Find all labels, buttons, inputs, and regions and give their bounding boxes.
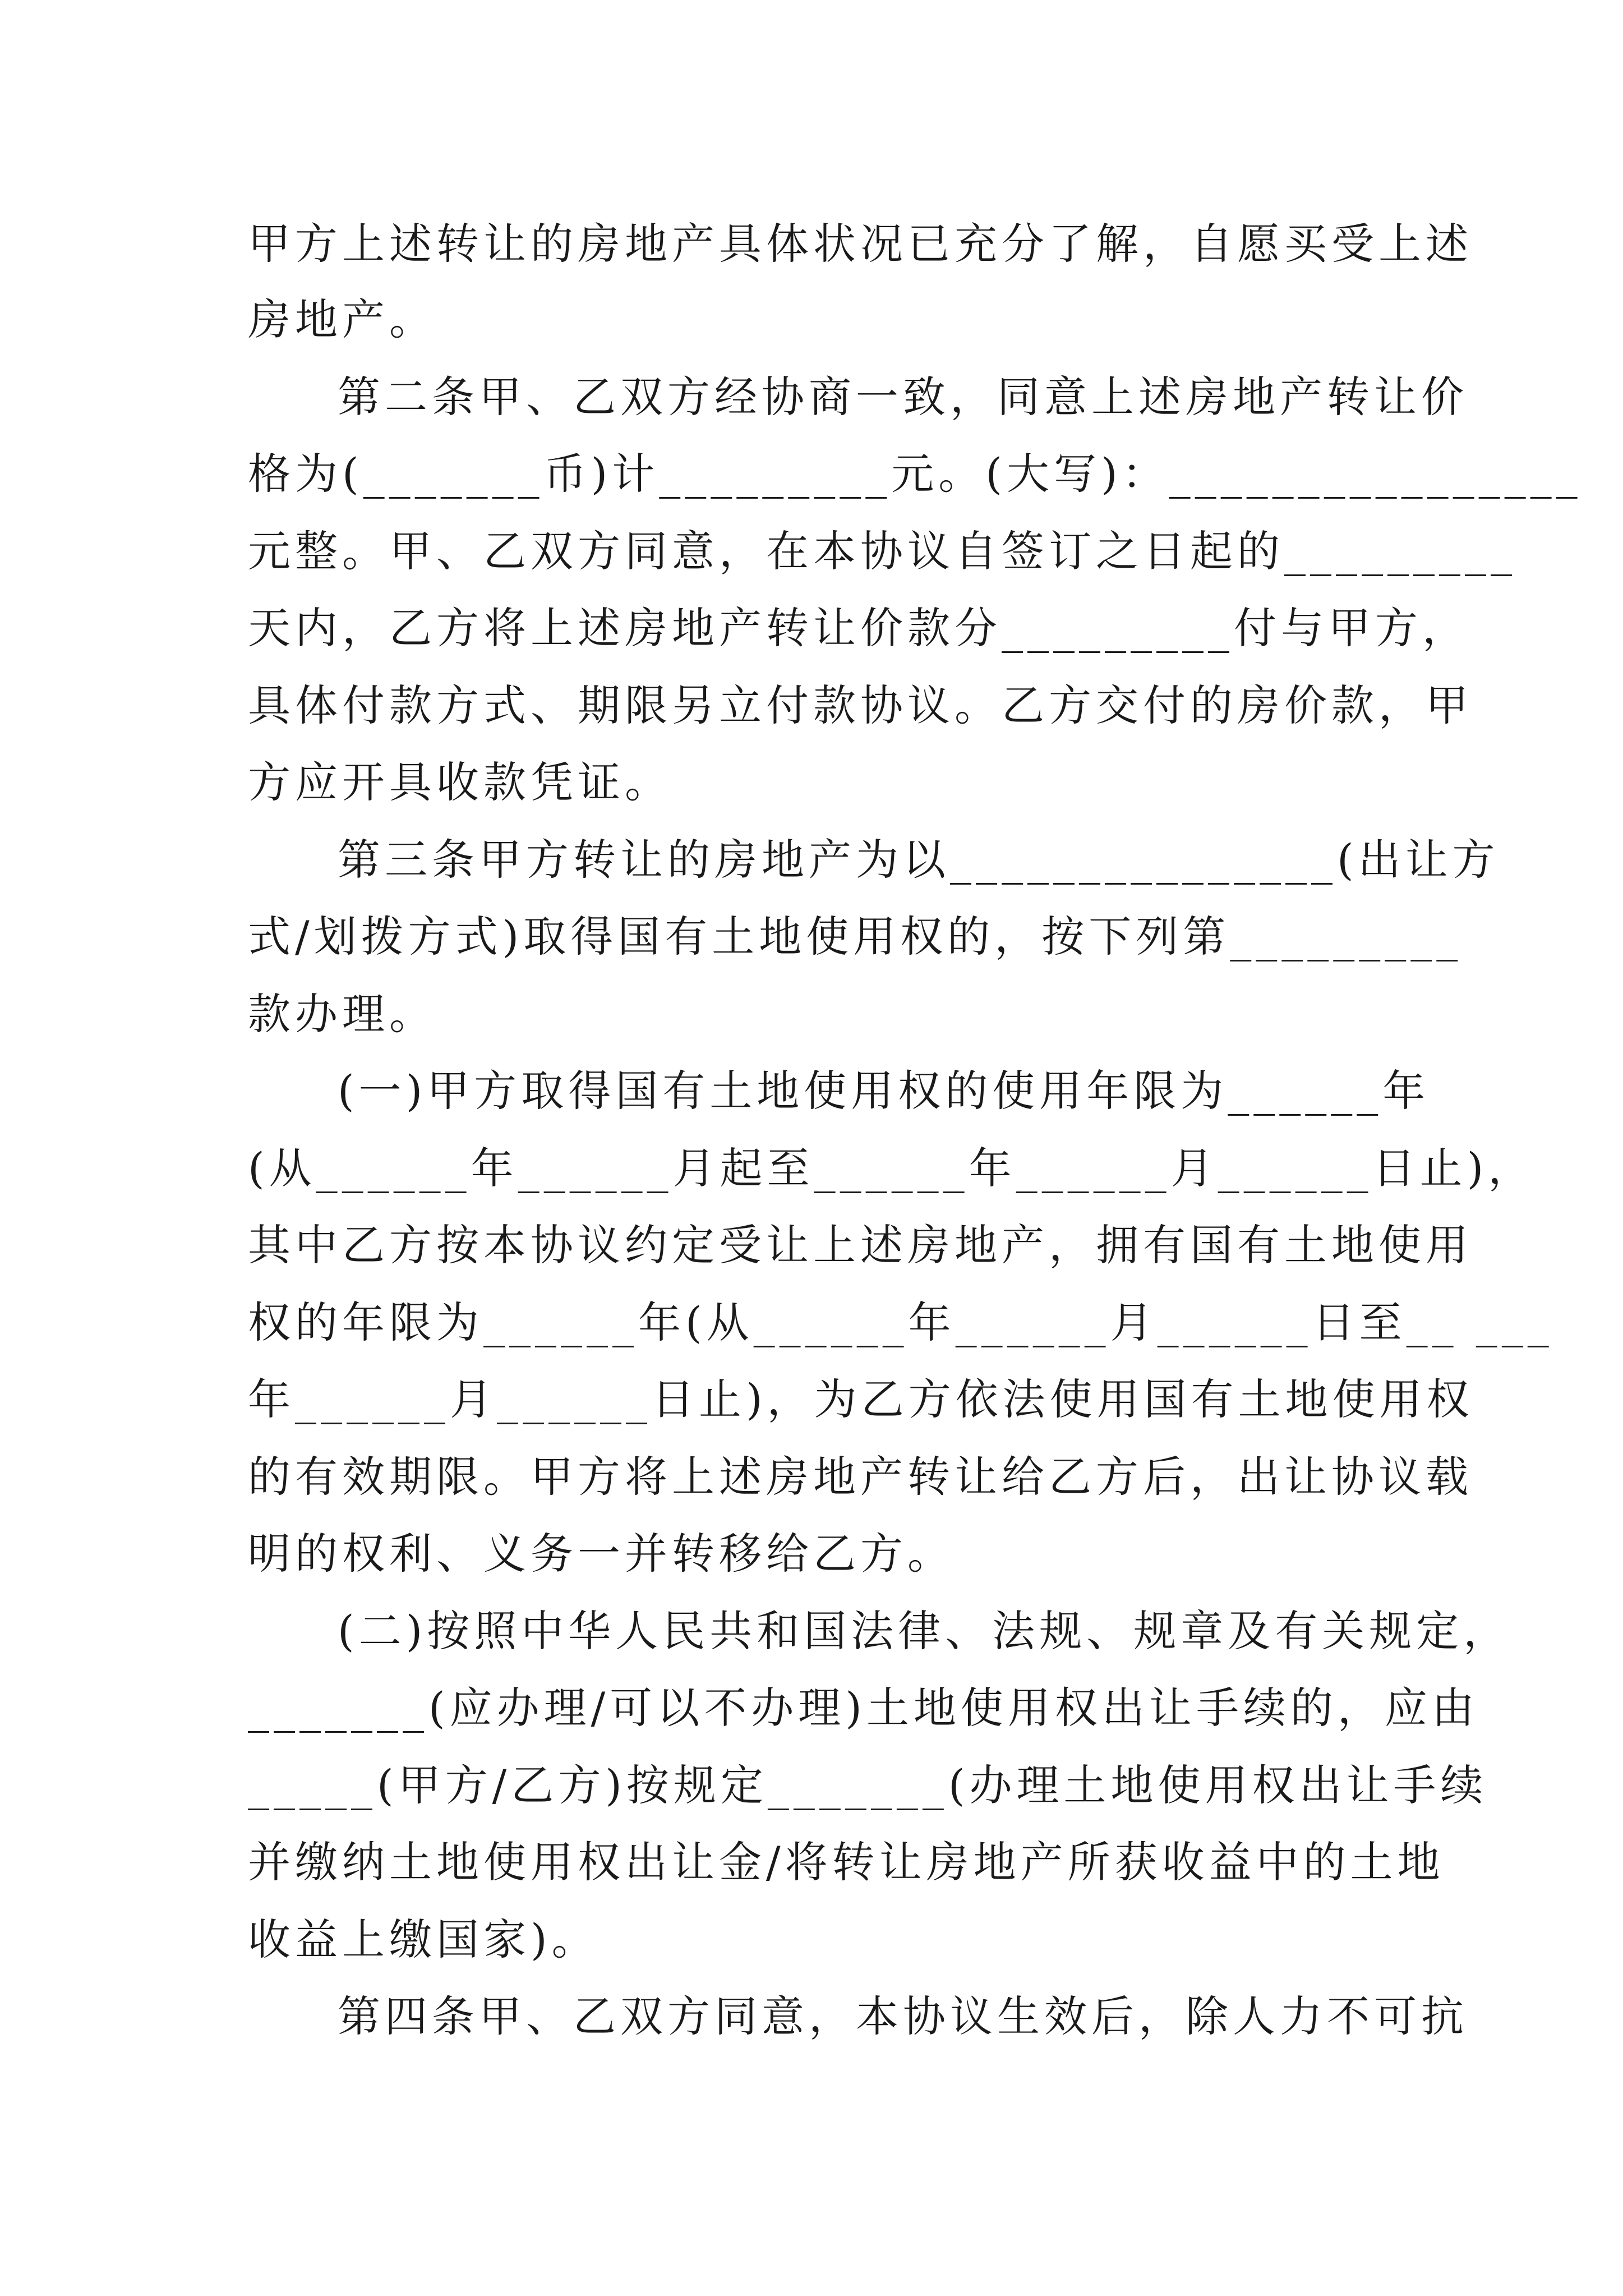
article-3-heading-line: 第三条甲方转让的房地产为以_______________(出让方 — [338, 835, 1500, 885]
text-line: 其中乙方按本协议约定受让上述房地产，拥有国有土地使用 — [248, 1220, 1473, 1270]
clause-2-heading-line: (二)按照中华人民共和国法律、法规、规章及有关规定， — [338, 1606, 1511, 1656]
text-line: _______(应办理/可以不办理)土地使用权出让手续的，应由 — [248, 1683, 1479, 1733]
text-line: 并缴纳土地使用权出让金/将转让房地产所获收益中的土地 — [248, 1837, 1445, 1887]
text-line: 元整。甲、乙双方同意，在本协议自签订之日起的_________ — [248, 526, 1516, 576]
text-line: 款办理。 — [248, 989, 436, 1039]
article-4-heading-line: 第四条甲、乙双方同意，本协议生效后，除人力不可抗 — [338, 1991, 1468, 2041]
text-line: _____(甲方/乙方)按规定_______(办理土地使用权出让手续 — [248, 1760, 1488, 1810]
text-line: 收益上缴国家)。 — [248, 1915, 599, 1964]
text-line: 方应开具收款凭证。 — [248, 757, 672, 807]
text-line: 格为(_______币)计_________元。(大写)：________________ — [248, 449, 1582, 499]
text-line: 权的年限为______年(从______年______月______日至__ ___ — [248, 1297, 1553, 1347]
text-line: (从______年______月起至______年______月______日止)， — [248, 1143, 1536, 1193]
article-2-heading-line: 第二条甲、乙双方经协商一致，同意上述房地产转让价 — [338, 372, 1468, 422]
text-line: 甲方上述转让的房地产具体状况已充分了解，自愿买受上述 — [248, 219, 1473, 269]
text-line: 明的权利、义务一并转移给乙方。 — [248, 1529, 955, 1579]
text-line: 天内，乙方将上述房地产转让价款分_________付与甲方， — [248, 603, 1469, 653]
clause-1-heading-line: (一)甲方取得国有土地使用权的使用年限为______年 — [338, 1066, 1430, 1116]
text-line: 房地产。 — [248, 295, 436, 344]
text-line: 式/划拨方式)取得国有土地使用权的，按下列第_________ — [248, 912, 1463, 961]
text-line: 年______月______日止)，为乙方依法使用国有土地使用权 — [248, 1374, 1474, 1424]
text-line: 的有效期限。甲方将上述房地产转让给乙方后，出让协议载 — [248, 1452, 1473, 1502]
text-line: 具体付款方式、期限另立付款协议。乙方交付的房价款，甲 — [248, 680, 1473, 730]
